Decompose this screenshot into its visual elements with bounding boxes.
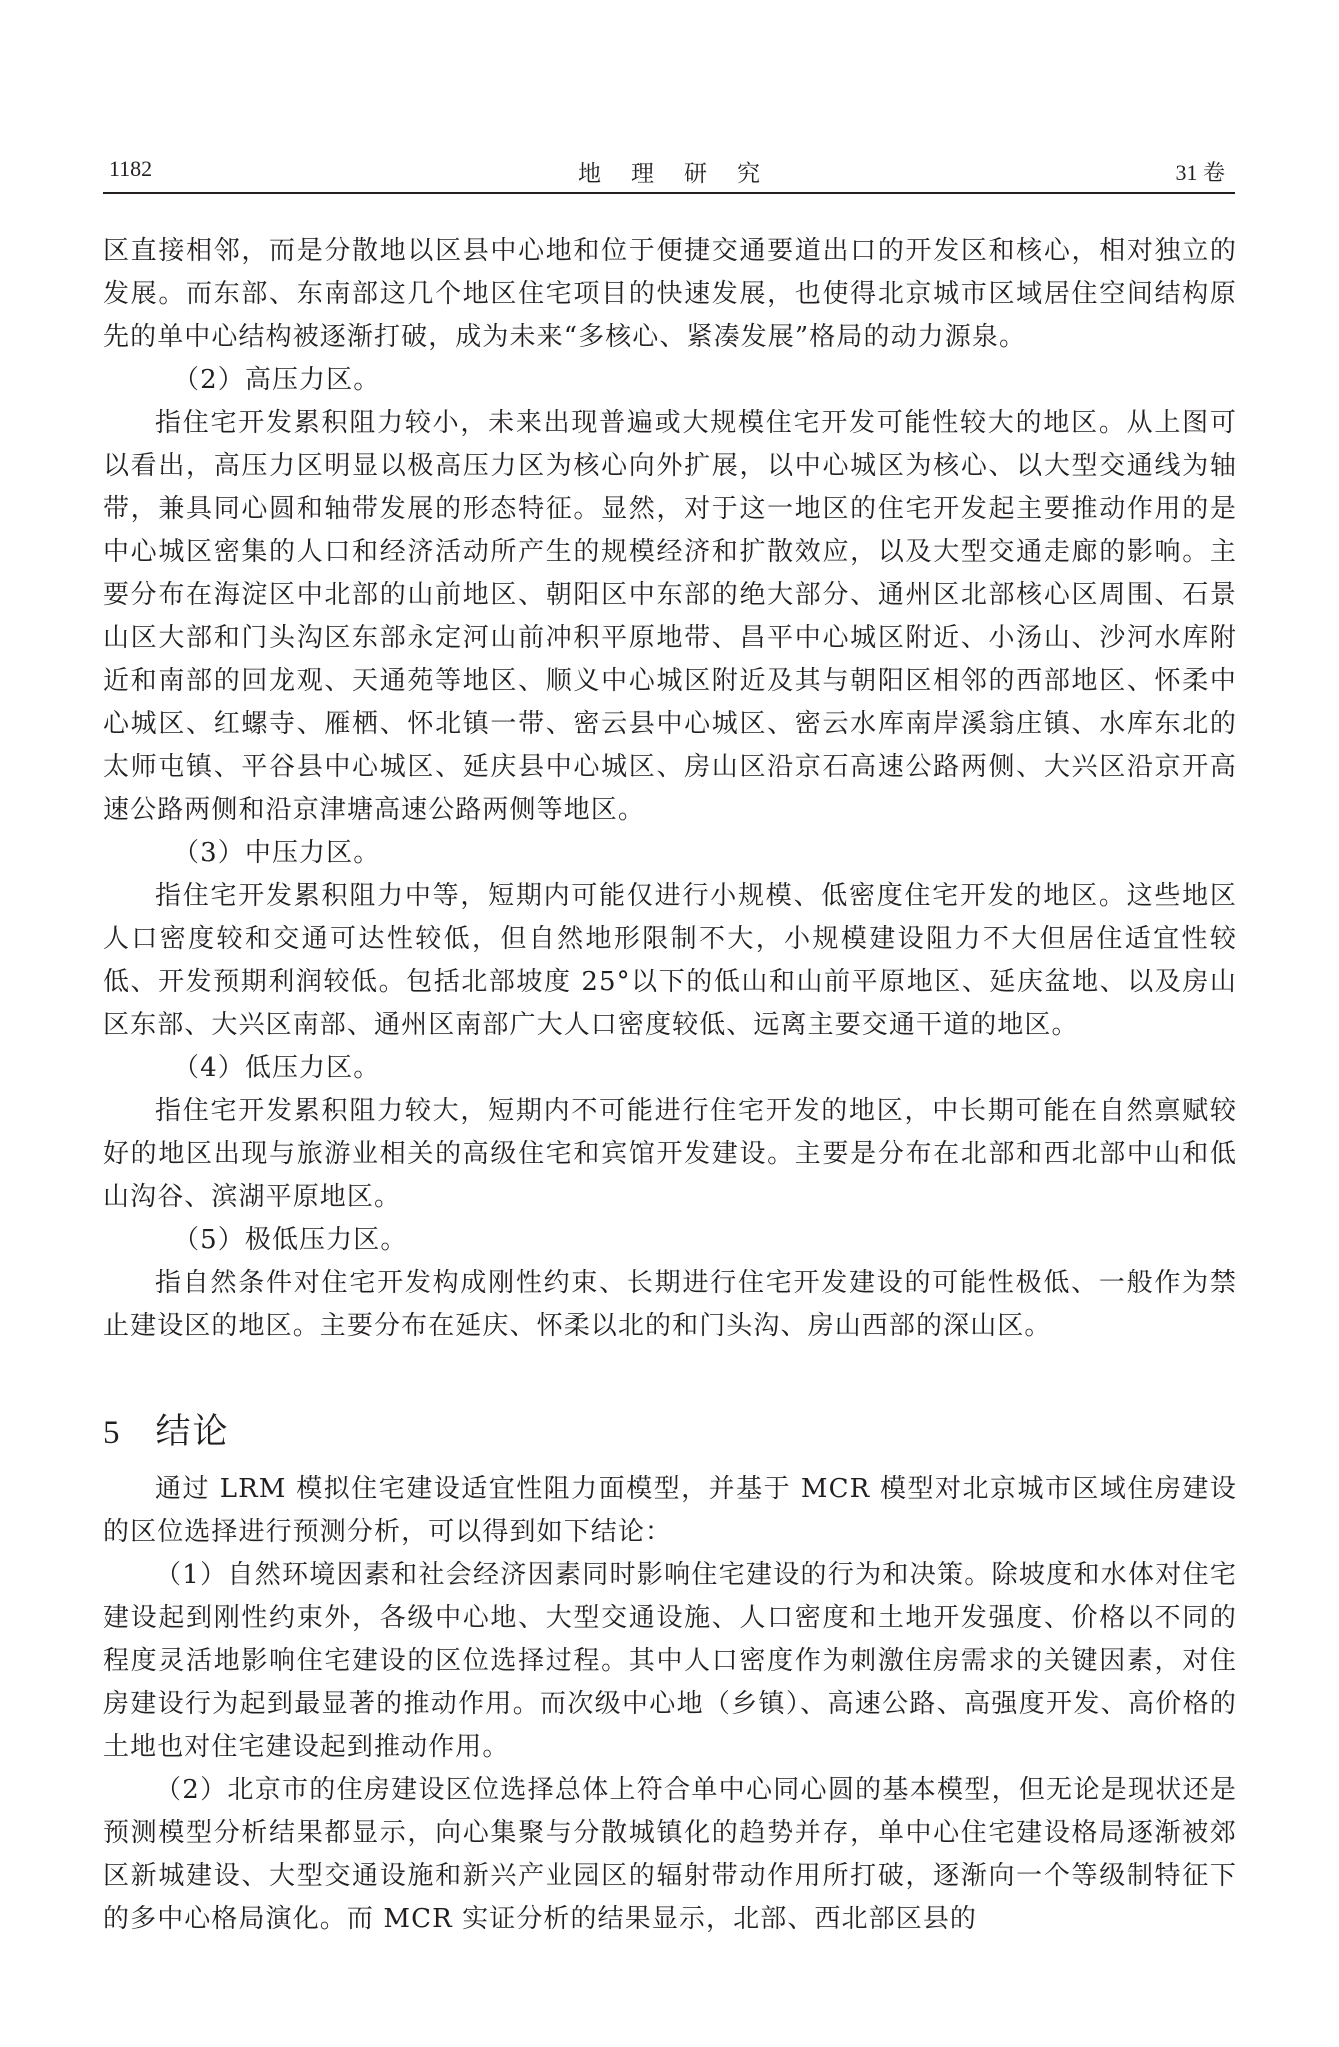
body-text-lower: [103, 1468, 1237, 1941]
journal-title: 地理研究: [578, 161, 790, 186]
paragraph: （1）自然环境因素和社会经济因素同时影响住宅建设的行为和决策。除坡度和水体对住宅建设起到刚性约束外，各级中心地、大型交通设施、人口密度和土地开发强度、价格以不同的程度灵活地影响住宅建设的区位选择过程。其中人口密度作为刺激住房需求的关键因素，对住房建设行为起到最显著的推动作用。而次级中心地（乡镇）、高速公路、高强度开发、高价格的土地也对住宅建设起到推动作用。: [103, 1560, 1237, 1762]
subsection-heading: （5）极低压力区。: [173, 1225, 408, 1255]
paragraph: 指住宅开发累积阻力较大，短期内不可能进行住宅开发的地区，中长期可能在自然禀赋较好的地区出现与旅游业相关的高级住宅和宾馆开发建设。主要是分布在北部和西北部中山和低山沟谷、滨湖平原地区。: [103, 1096, 1237, 1212]
subsection-heading: （2）高压力区。: [173, 365, 381, 395]
subsection-heading: （4）低压力区。: [173, 1053, 381, 1083]
running-header: [103, 148, 1235, 194]
paragraph: 区直接相邻，而是分散地以区县中心地和位于便捷交通要道出口的开发区和核心，相对独立的发展。而东部、东南部这几个地区住宅项目的快速发展，也使得北京城市区域居住空间结构原先的单中心结构被逐渐打破，成为未来“多核心、紧凑发展”格局的动力源泉。: [103, 236, 1237, 352]
paragraph: 指住宅开发累积阻力中等，短期内可能仅进行小规模、低密度住宅开发的地区。这些地区人口密度较和交通可达性较低，但自然地形限制不大，小规模建设阻力不大但居住适宜性较低、开发预期利润较低。包括北部坡度 25°以下的低山和山前平原地区、延庆盆地、以及房山区东部、大兴区南部、通州区南部广大人口密度较低、远离主要交通干道的地区。: [103, 881, 1237, 1040]
paragraph: 通过 LRM 模拟住宅建设适宜性阻力面模型，并基于 MCR 模型对北京城市区域住房建设的区位选择进行预测分析，可以得到如下结论：: [103, 1474, 1237, 1547]
section-number: 5: [103, 1415, 122, 1451]
paragraph: （2）北京市的住房建设区位选择总体上符合单中心同心圆的基本模型，但无论是现状还是预测模型分析结果都显示，向心集聚与分散城镇化的趋势并存，单中心住宅建设格局逐渐被郊区新城建设、大型交通设施和新兴产业园区的辐射带动作用所打破，逐渐向一个等级制特征下的多中心格局演化。而 MCR 实证分析的结果显示，北部、西北部区县的: [103, 1775, 1237, 1934]
body-text-upper: [103, 230, 1237, 1348]
section-heading: [103, 1404, 230, 1454]
volume-label: 31 卷: [1175, 160, 1225, 185]
subsection-heading: （3）中压力区。: [173, 838, 381, 868]
paragraph: 指自然条件对住宅开发构成刚性约束、长期进行住宅开发建设的可能性极低、一般作为禁止建设区的地区。主要分布在延庆、怀柔以北的和门头沟、房山西部的深山区。: [103, 1268, 1237, 1341]
section-title: 结论: [155, 1412, 230, 1452]
page-number: 1182: [109, 156, 153, 181]
paragraph: 指住宅开发累积阻力较小，未来出现普遍或大规模住宅开发可能性较大的地区。从上图可以看出，高压力区明显以极高压力区为核心向外扩展，以中心城区为核心、以大型交通线为轴带，兼具同心圆和轴带发展的形态特征。显然，对于这一地区的住宅开发起主要推动作用的是中心城区密集的人口和经济活动所产生的规模经济和扩散效应，以及大型交通走廊的影响。主要分布在海淀区中北部的山前地区、朝阳区中东部的绝大部分、通州区北部核心区周围、石景山区大部和门头沟区东部永定河山前冲积平原地带、昌平中心城区附近、小汤山、沙河水库附近和南部的回龙观、天通苑等地区、顺义中心城区附近及其与朝阳区相邻的西部地区、怀柔中心城区、红螺寺、雁栖、怀北镇一带、密云县中心城区、密云水库南岸溪翁庄镇、水库东北的太师屯镇、平谷县中心城区、延庆县中心城区、房山区沿京石高速公路两侧、大兴区沿京开高速公路两侧和沿京津塘高速公路两侧等地区。: [103, 408, 1237, 825]
